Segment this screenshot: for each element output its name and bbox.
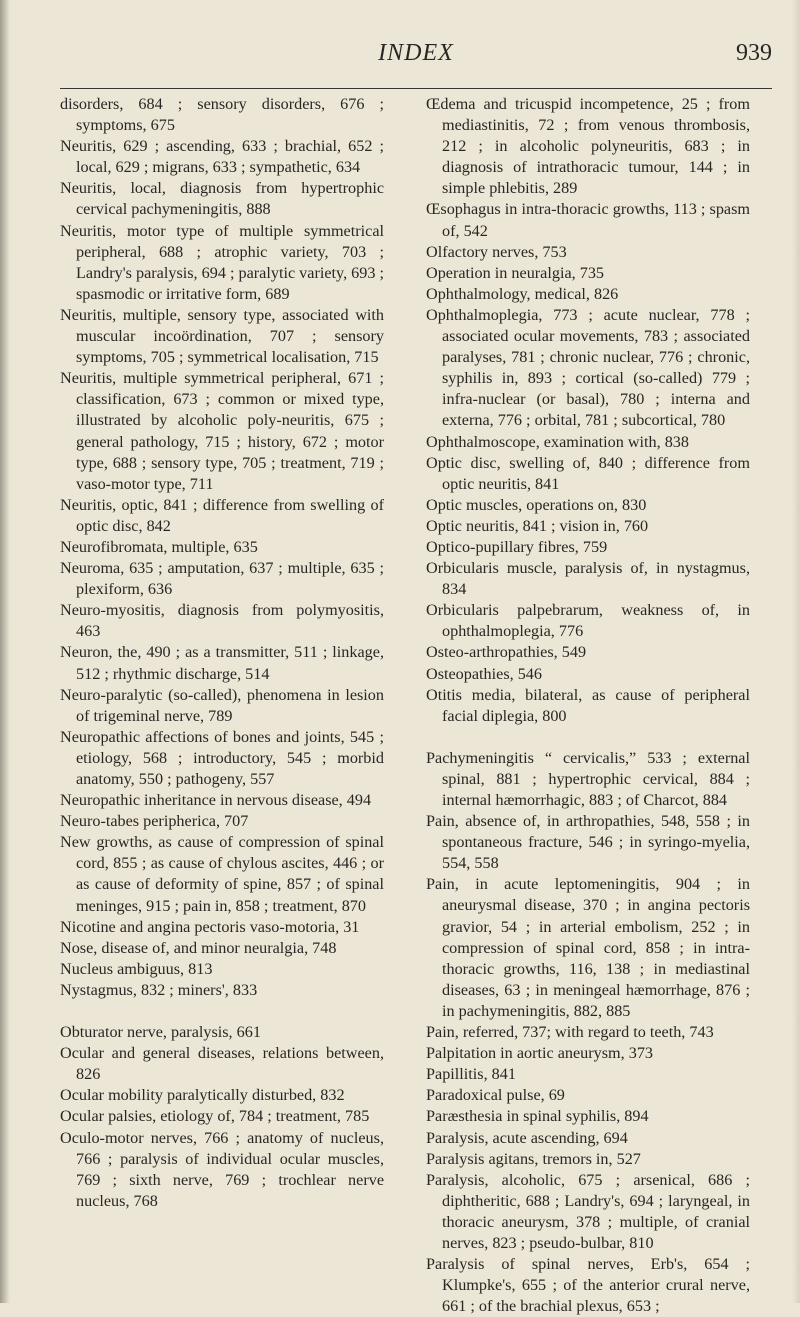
index-entry: Orbicularis muscle, paralysis of, in nystagmus, 834 bbox=[426, 559, 750, 599]
index-entry: Neurofibromata, multiple, 635 bbox=[60, 537, 258, 556]
index-entry: Paradoxical pulse, 69 bbox=[426, 1086, 565, 1105]
index-entry: Œdema and tricuspid incompetence, 25 ; from mediastinitis, 72 ; from venous thrombosis, 212 ; in alcoholic polyneuritis, 683 ; in diagnosis of intrathoracic tumour, 144 ; in simple phlebitis, 289 bbox=[426, 95, 750, 198]
index-entry: Osteo-arthropathies, 549 bbox=[426, 643, 587, 662]
index-entry: Neuron, the, 490 ; as a transmitter, 511 ; linkage, 512 ; rhythmic discharge, 514 bbox=[60, 643, 384, 683]
index-entry: Neuritis, 629 ; ascending, 633 ; brachial, 652 ; local, 629 ; migrans, 633 ; sympathetic, 634 bbox=[60, 137, 384, 177]
index-entry: Papillitis, 841 bbox=[426, 1065, 516, 1084]
index-entry: Oculo-motor nerves, 766 ; anatomy of nucleus, 766 ; paralysis of individual ocular muscles, 769 ; sixth nerve, 769 ; trochlear nerve nucleus, 768 bbox=[60, 1128, 384, 1210]
index-entry: Neuro-paralytic (so-called), phenomena in lesion of trigeminal nerve, 789 bbox=[60, 685, 384, 725]
index-entry: Ophthalmoplegia, 773 ; acute nuclear, 778 ; associated ocular movements, 783 ; associated paralyses, 781 ; chronic nuclear, 776 ; chronic, syphilis in, 893 ; cortical (so-called) 779 ; infra-nuclear (or basal), 780 ; interna and externa, 776 ; orbital, 781 ; subcortical, 780 bbox=[426, 305, 750, 430]
index-entry: Nucleus ambiguus, 813 bbox=[60, 959, 213, 978]
index-entry: Operation in neuralgia, 735 bbox=[426, 263, 605, 282]
index-column-left bbox=[60, 94, 384, 1212]
index-entry: Pain, in acute leptomeningitis, 904 ; in aneurysmal disease, 370 ; in angina pectoris gravior, 54 ; in arterial embolism, 252 ; in compression of spinal cord, 858 ; in intra-thoracic growths, 116, 138 ; in mediastinal diseases, 63 ; in meningeal hæmorrhage, 876 ; in pachymeningitis, 882, 885 bbox=[426, 875, 750, 1020]
page-left-edge-shadow bbox=[0, 0, 10, 1303]
index-entry: New growths, as cause of compression of spinal cord, 855 ; as cause of chylous ascites, 446 ; or as cause of deformity of spine, 857 ; of spinal meninges, 915 ; pain in, 858 ; treatment, 870 bbox=[60, 833, 384, 915]
index-entry: Neuropathic affections of bones and joints, 545 ; etiology, 568 ; introductory, 545 ; morbid anatomy, 550 ; pathogeny, 557 bbox=[60, 727, 384, 788]
index-entry: Osteopathies, 546 bbox=[426, 664, 542, 683]
index-entry: Neuritis, local, diagnosis from hypertrophic cervical pachymeningitis, 888 bbox=[60, 179, 384, 219]
page-right-edge bbox=[792, 0, 800, 1303]
index-entry: Orbicularis palpebrarum, weakness of, in ophthalmoplegia, 776 bbox=[426, 601, 750, 641]
index-entry: Œsophagus in intra-thoracic growths, 113 ; spasm of, 542 bbox=[426, 200, 750, 240]
index-entry: Pain, referred, 737; with regard to teeth, 743 bbox=[426, 1023, 714, 1042]
index-entry: Nose, disease of, and minor neuralgia, 748 bbox=[60, 938, 337, 957]
index-entry: Otitis media, bilateral, as cause of peripheral facial diplegia, 800 bbox=[426, 685, 750, 725]
index-entry: Ocular palsies, etiology of, 784 ; treatment, 785 bbox=[60, 1107, 370, 1126]
index-entry: Paralysis, alcoholic, 675 ; arsenical, 686 ; diphtheritic, 688 ; Landry's, 694 ; laryngeal, in thoracic aneurysm, 378 ; multiple, of cranial nerves, 823 ; pseudo-bulbar, 810 bbox=[426, 1170, 750, 1252]
index-entry: Optico-pupillary fibres, 759 bbox=[426, 537, 608, 556]
index-entry: Nystagmus, 832 ; miners', 833 bbox=[60, 980, 258, 999]
index-entry: Obturator nerve, paralysis, 661 bbox=[60, 1023, 261, 1042]
index-entry: Paræsthesia in spinal syphilis, 894 bbox=[426, 1107, 649, 1126]
index-entry: Neuropathic inheritance in nervous disease, 494 bbox=[60, 791, 372, 810]
index-entry: Neuritis, optic, 841 ; difference from swelling of optic disc, 842 bbox=[60, 495, 384, 535]
index-entry: Ocular mobility paralytically disturbed, 832 bbox=[60, 1086, 345, 1105]
index-entry: Paralysis of spinal nerves, Erb's, 654 ; Klumpke's, 655 ; of the anterior crural nerve, 661 ; of the brachial plexus, 653 ; bbox=[426, 1255, 750, 1316]
index-entry: Ophthalmology, medical, 826 bbox=[426, 284, 619, 303]
index-entry: Optic disc, swelling of, 840 ; difference from optic neuritis, 841 bbox=[426, 453, 750, 493]
index-entry: Paralysis, acute ascending, 694 bbox=[426, 1128, 628, 1147]
index-entry: Palpitation in aortic aneurysm, 373 bbox=[426, 1044, 654, 1063]
index-entry: disorders, 684 ; sensory disorders, 676 ; symptoms, 675 bbox=[60, 95, 384, 135]
index-entry: Optic muscles, operations on, 830 bbox=[426, 495, 647, 514]
index-column-right bbox=[426, 94, 750, 1317]
index-entry: Neuro-myositis, diagnosis from polymyositis, 463 bbox=[60, 601, 384, 641]
index-entry: Neuritis, multiple symmetrical peripheral, 671 ; classification, 673 ; common or mixed type, illustrated by alcoholic poly-neuritis, 675 ; general pathology, 715 ; history, 672 ; motor type, 688 ; sensory type, 705 ; treatment, 719 ; vaso-motor type, 711 bbox=[60, 369, 384, 493]
index-entry: Neuritis, motor type of multiple symmetrical peripheral, 688 ; atrophic variety, 703 ; Landry's paralysis, 694 ; paralytic variety, 693 ; spasmodic or irritative form, 689 bbox=[60, 221, 384, 303]
index-entry: Pain, absence of, in arthropathies, 548, 558 ; in spontaneous fracture, 546 ; in syringo-myelia, 554, 558 bbox=[426, 812, 750, 873]
index-entry: Neuritis, multiple, sensory type, associated with muscular incoördination, 707 ; sensory symptoms, 705 ; symmetrical localisation, 715 bbox=[60, 305, 384, 367]
index-entry: Olfactory nerves, 753 bbox=[426, 242, 567, 261]
index-entry: Ocular and general diseases, relations between, 826 bbox=[60, 1044, 384, 1084]
index-entry: Optic neuritis, 841 ; vision in, 760 bbox=[426, 516, 649, 535]
index-entry: Paralysis agitans, tremors in, 527 bbox=[426, 1149, 641, 1168]
index-entry: Ophthalmoscope, examination with, 838 bbox=[426, 432, 689, 451]
header-rule bbox=[60, 88, 772, 89]
index-entry: Neuro-tabes peripherica, 707 bbox=[60, 812, 249, 831]
page-number: 939 bbox=[736, 40, 772, 66]
running-title: INDEX bbox=[378, 40, 454, 66]
index-entry: Nicotine and angina pectoris vaso-motoria, 31 bbox=[60, 917, 360, 936]
index-entry: Neuroma, 635 ; amputation, 637 ; multiple, 635 ; plexiform, 636 bbox=[60, 559, 384, 599]
index-entry: Pachymeningitis “ cervicalis,” 533 ; external spinal, 881 ; hypertrophic cervical, 884 ; internal hæmorrhagic, 883 ; of Charcot, 884 bbox=[426, 748, 750, 809]
page-header bbox=[60, 40, 772, 76]
